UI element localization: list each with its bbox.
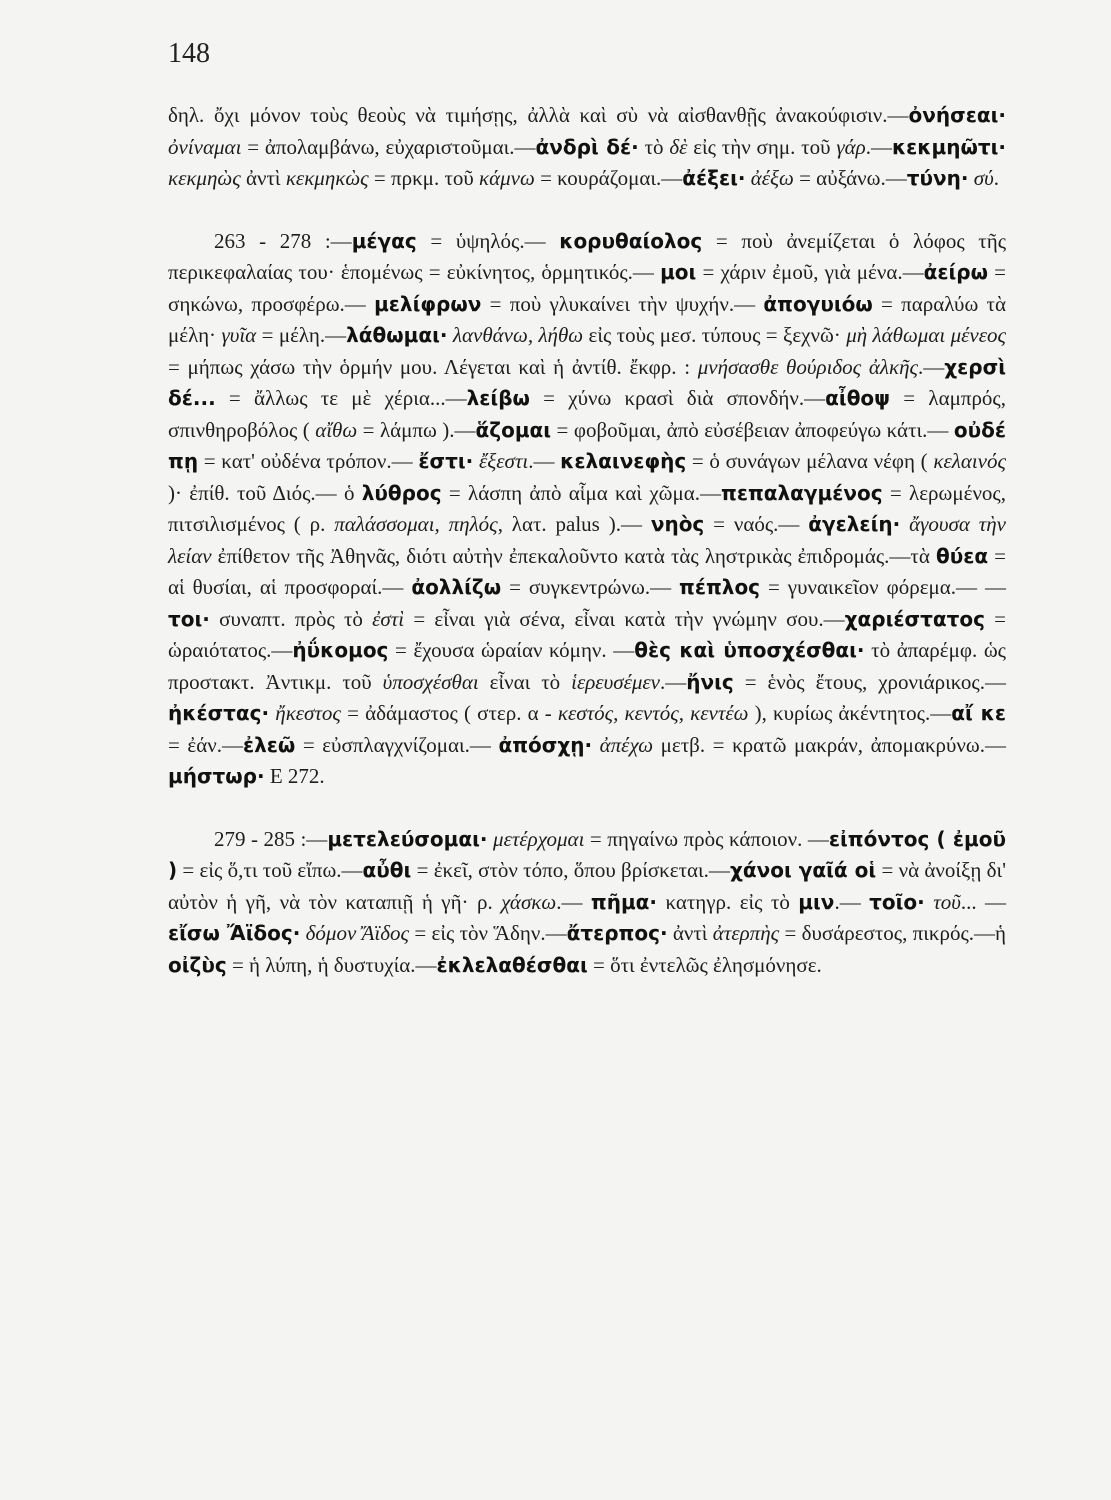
italic-term: κεστός, κεντός, κεντέω [557, 701, 749, 725]
gloss-text: = κατ' οὐδένα τρόπον.— [198, 449, 419, 473]
gloss-text: = ἐκεῖ, στὸν τόπο, ὅπου βρίσκεται.— [411, 858, 730, 882]
headword: ἐκλελαθέσθαι [436, 952, 588, 977]
gloss-text: εἰς τοὺς μεσ. τύπους = ξεχνῶ· [583, 323, 847, 347]
gloss-text [900, 512, 909, 536]
gloss-text: συναπτ. πρὸς τὸ [209, 606, 373, 631]
headword: τύνη· [906, 166, 969, 190]
italic-term: αἴθω [315, 417, 358, 442]
headword: μήστωρ· [168, 764, 265, 788]
headword: πῆμα· [590, 889, 658, 914]
gloss-text: = ποὺ ἀνεμίζεται ὁ λόφος τῆς περικεφαλαίας του· ἑπομένως = εὐκίνητος, ὁρμητικός.— [168, 228, 1007, 284]
gloss-text: . [993, 166, 999, 190]
headword: αἶθοψ [825, 386, 891, 410]
italic-term: τοῦ [933, 889, 961, 914]
paragraph-1 [168, 100, 1006, 195]
gloss-text: = χύνω κρασὶ διὰ σπονδήν.— [529, 386, 826, 410]
headword: ὀνήσεαι· [908, 103, 1006, 127]
gloss-text: )· ἐπίθ. τοῦ Διός.— ὁ [168, 480, 362, 505]
italic-term: μετέρχομαι [493, 826, 585, 851]
italic-term: γάρ [836, 134, 866, 159]
gloss-text: δηλ. ὄχι μόνον τοὺς θεοὺς νὰ τιμήσῃς, ἀλλὰ καὶ σὺ νὰ αἰσθανθῇς ἀνακούφισιν.— [168, 103, 909, 127]
gloss-text: = ὅτι ἐντελῶς ἐλησμόνησε. [587, 952, 822, 977]
headword: χάνοι γαῖά οἱ [729, 858, 877, 882]
gloss-text: .— [865, 134, 892, 159]
italic-term: ἀέξω [750, 166, 794, 190]
gloss-text: τὸ [638, 134, 670, 159]
headword: μιν [798, 889, 835, 914]
italic-term: ὀνίναμαι [168, 134, 242, 159]
gloss-text: = φοβοῦμαι, ἀπὸ εὐσέβειαν ἀποφεύγω κάτι.— [551, 417, 954, 442]
headword: νηὸς [650, 512, 705, 536]
gloss-text: = παραλύω τὰ μέλη· [168, 291, 1007, 347]
gloss-text: ἐπίθετον τῆς Ἀθηνᾶς, διότι αὐτὴν ἐπεκαλοῦντο κατὰ τὰς ληστρικὰς ἐπιδρομάς.—τὰ [211, 543, 936, 568]
gloss-text: = ἀπολαμβάνω, εὐχαριστοῦμαι.— [241, 134, 536, 159]
headword: εἴσω Ἄϊδος· [168, 921, 301, 945]
gloss-text: = νὰ ἀνοίξῃ δι' αὐτὸν ἡ γῆ, νὰ τὸν καταπιῇ ἡ γῆ· ρ. [168, 858, 1006, 914]
gloss-text: .— [834, 889, 870, 914]
headword: ἄτερπος· [566, 921, 668, 945]
headword: ἤνις [686, 669, 734, 694]
gloss-text: = ἑνὸς ἔτους, χρονιάρικος.— [733, 669, 1006, 694]
gloss-text: = κουράζομαι.— [534, 166, 683, 190]
gloss-text: = λαμπρός, σπινθηροβόλος ( [168, 386, 1006, 442]
headword: λείβω [466, 386, 530, 410]
headword: κορυθαίολος [559, 228, 703, 253]
gloss-text: = ἀδάμαστος ( στερ. α - [340, 701, 558, 725]
gloss-text: = μήπως χάσω τὴν ὁρμήν μου. Λέγεται καὶ ἡ ἀντίθ. ἔκφρ. : [168, 354, 698, 379]
gloss-text: εἰς τὴν σημ. τοῦ [687, 134, 837, 159]
paragraph-2 [168, 226, 1006, 793]
headword: τοι· [168, 606, 210, 631]
headword: λάθωμαι· [346, 323, 448, 347]
headword: εἰπόντος ( ἐμοῦ ) [168, 826, 1006, 882]
gloss-text: 263 - 278 :— [214, 228, 352, 253]
italic-term: χάσκω [501, 889, 557, 914]
gloss-text: ), κυρίως ἀκέντητος.— [748, 701, 952, 725]
gloss-text: = ναός.— [704, 512, 809, 536]
headword: ἀνδρὶ δέ· [535, 134, 639, 159]
gloss-text: = λερωμένος, πιτσιλισμένος ( ρ. [168, 480, 1007, 536]
gloss-text [925, 890, 933, 914]
headword: οὐδέ πῃ [168, 417, 1006, 473]
gloss-text: = ὁ συνάγων μέλανα νέφη ( [686, 449, 934, 473]
italic-term: ἐστὶ [372, 606, 405, 631]
gloss-text: = ἐάν.— [168, 732, 243, 757]
commentary-text [168, 100, 1006, 981]
headword: ἅζομαι [475, 417, 552, 442]
headword: κελαινεφὴς [560, 449, 687, 473]
gloss-text: κατηγρ. εἰς τὸ [657, 889, 799, 914]
gloss-text: = λάμπω ).— [357, 417, 476, 442]
italic-term: ἔξεστι [478, 449, 529, 473]
headword: τοῖο· [869, 889, 925, 914]
gloss-text: .— [528, 449, 561, 473]
italic-term: παλάσσομαι, πηλός [334, 512, 498, 536]
gloss-text: εἶναι τὸ [478, 669, 572, 694]
headword: θὲς καὶ ὑποσχέσθαι· [634, 638, 865, 662]
italic-term: μνήσασθε θούριδος ἀλκῆς [697, 354, 919, 379]
gloss-text: = πηγαίνω πρὸς κάποιον. — [584, 826, 829, 851]
italic-term: κελαινός [933, 449, 1007, 473]
italic-term: ἀπέχω [599, 732, 654, 757]
gloss-text: = γυναικεῖον φόρεμα.— — [760, 575, 1006, 599]
gloss-text: = χάριν ἐμοῦ, γιὰ μένα.— [696, 260, 924, 284]
italic-term: ἀτερπὴς [712, 921, 780, 945]
gloss-text: = εἰς ὅ,τι τοῦ εἴπω.— [177, 858, 363, 882]
gloss-text: ἀντὶ [240, 166, 286, 190]
italic-term: δόμον Ἄϊδος [305, 921, 410, 945]
gloss-text: = εἶναι γιὰ σένα, εἶναι κατὰ τὴν γνώμην σου.— [404, 606, 845, 631]
italic-term: κεκμηκὼς [285, 166, 369, 190]
paragraph-3 [168, 824, 1006, 982]
headword: πέπλος [679, 575, 761, 599]
headword: ἐλεῶ [242, 732, 296, 757]
italic-term: δὲ [669, 134, 688, 159]
headword: μελίφρων [374, 291, 482, 316]
gloss-text: ... — [960, 889, 1007, 914]
headword: ἔστι· [418, 449, 474, 473]
headword: ἀγελείη· [808, 512, 901, 536]
italic-term: ἱερευσέμεν [571, 669, 660, 694]
italic-term: σύ [973, 166, 994, 190]
gloss-text: Ε 272. [264, 764, 325, 788]
italic-term: κάμνω [479, 166, 535, 190]
gloss-text: ἀντὶ [667, 921, 713, 945]
italic-term: κεκμηὼς [168, 166, 241, 190]
headword: ἠΰκομος [292, 638, 389, 662]
gloss-text [592, 733, 600, 757]
gloss-text: = ἄλλως τε μὲ χέρια...— [215, 386, 467, 410]
gloss-text: .— [918, 354, 945, 379]
gloss-text: = αἱ θυσίαι, αἱ προσφοραί.— [168, 543, 1006, 599]
headword: μοι [660, 260, 697, 284]
italic-term: γυῖα [221, 323, 257, 347]
gloss-text: = ὡραιότατος.— [168, 606, 1007, 662]
gloss-text: = σηκώνω, προσφέρω.— [168, 260, 1006, 316]
gloss-text: = συγκεντρώνω.— [501, 575, 680, 599]
gloss-text: , λατ. palus ).— [497, 512, 651, 536]
headword: μέγας [351, 228, 417, 253]
page-number: 148 [168, 38, 210, 69]
headword: λύθρος [361, 480, 442, 505]
headword: ἀπογυιόω [763, 291, 873, 316]
gloss-text: .— [556, 889, 591, 914]
gloss-text: = ποὺ γλυκαίνει τὴν ψυχήν.— [481, 291, 764, 316]
italic-term: λανθάνω, λήθω [452, 323, 584, 347]
headword: ἀέξει· [682, 166, 746, 190]
headword: αὖθι [362, 858, 412, 882]
gloss-text: = δυσάρεστος, πικρός.—ἡ [779, 921, 1007, 945]
gloss-text: = μέλη.— [256, 323, 347, 347]
gloss-text: 279 - 285 :— [214, 826, 328, 851]
headword: μετελεύσομαι· [327, 826, 488, 851]
italic-term: ἤκεστος [275, 701, 341, 725]
headword: κεκμηῶτι· [891, 134, 1006, 159]
gloss-text: .— [659, 669, 687, 694]
gloss-text: = ἡ λύπη, ἡ δυστυχία.— [226, 952, 437, 977]
italic-term: μὴ λάθωμαι μένεος [846, 323, 1006, 347]
headword: ἠκέστας· [168, 701, 270, 725]
gloss-text: μετβ. = κρατῶ μακράν, ἀπομακρύνω.— [653, 732, 1006, 757]
gloss-text: = λάσπη ἀπὸ αἷμα καὶ χῶμα.— [441, 480, 722, 505]
gloss-text: = ἔχουσα ὡραίαν κόμην. — [388, 638, 635, 662]
headword: χαριέστατος [844, 606, 985, 631]
gloss-text: = ὑψηλός.— [416, 228, 560, 253]
gloss-text: τὸ ἀπαρέμφ. ὡς προστακτ. Ἀντικμ. τοῦ [168, 638, 1006, 694]
headword: χερσὶ δέ... [168, 354, 1006, 410]
gloss-text: = εὐσπλαγχνίζομαι.— [295, 732, 499, 757]
gloss-text: = εἰς τὸν Ἅδην.— [409, 921, 567, 945]
gloss-text: = πρκμ. τοῦ [368, 166, 480, 190]
headword: αἴ κε [951, 701, 1006, 725]
headword: οἰζὺς [168, 952, 227, 977]
gloss-text: = αὐξάνω.— [793, 166, 907, 190]
headword: πεπαλαγμένος [721, 480, 883, 505]
headword: ἀπόσχῃ· [498, 732, 593, 757]
italic-term: ἄγουσα τὴν λείαν [168, 512, 1006, 568]
headword: ἀείρω [923, 260, 988, 284]
headword: ἀολλίζω [411, 575, 502, 599]
headword: θύεα [935, 543, 989, 568]
italic-term: ὑποσχέσθαι [382, 669, 479, 694]
